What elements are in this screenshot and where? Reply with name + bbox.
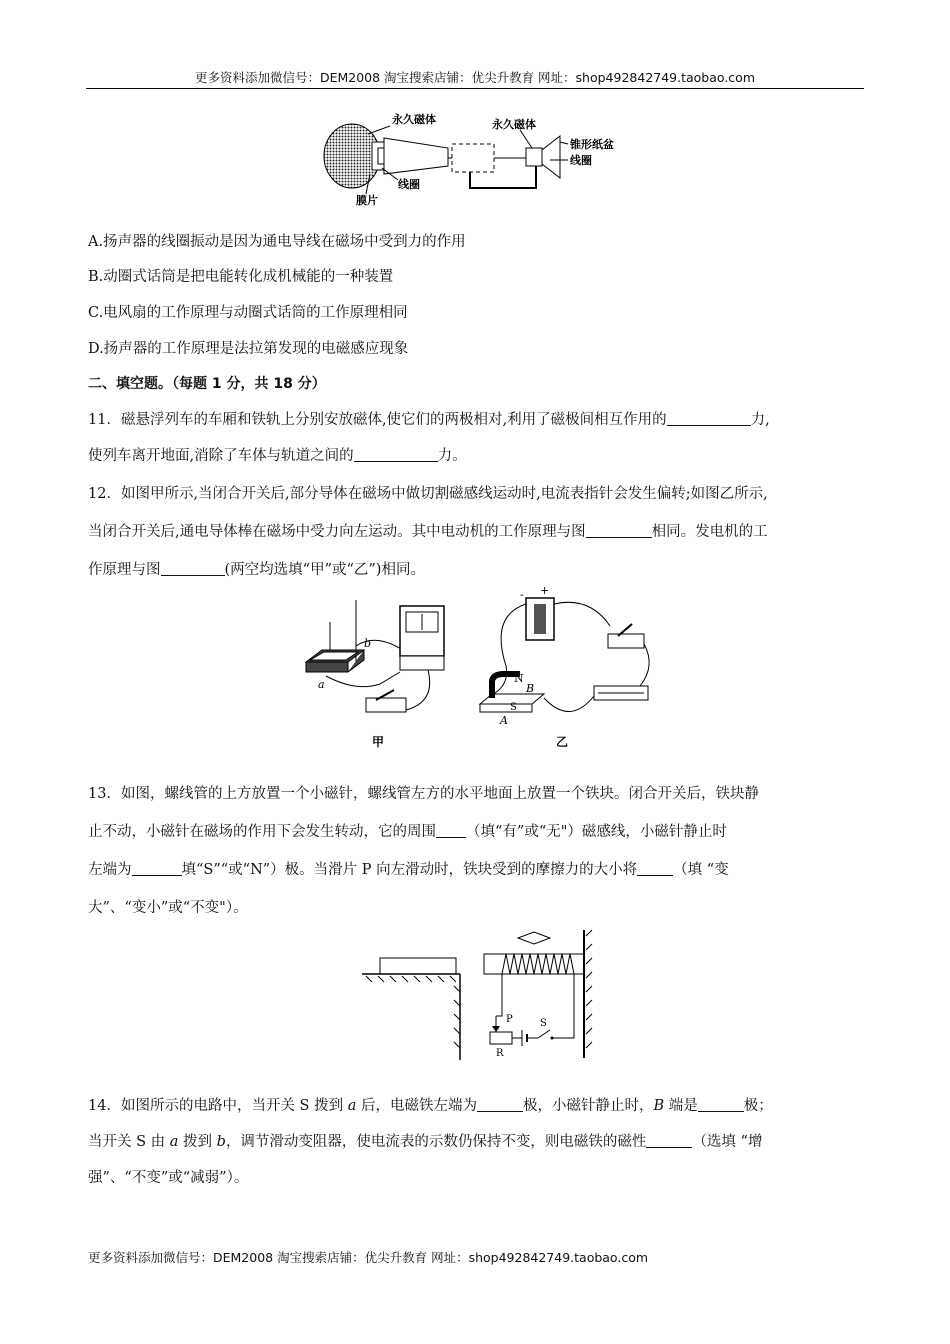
- svg-text:R: R: [496, 1048, 504, 1059]
- q13-blank2[interactable]: [132, 861, 182, 876]
- option-a: A.扬声器的线圈振动是因为通电导线在磁场中受到力的作用: [88, 234, 466, 250]
- diaphragm-label: 膜片: [356, 194, 378, 207]
- figure-q13: [356, 926, 600, 1066]
- q11-blank1[interactable]: [667, 411, 751, 426]
- svg-text:S: S: [510, 702, 517, 713]
- cone-label: 锥形纸盆: [570, 138, 614, 151]
- q13-blank1[interactable]: [436, 823, 466, 838]
- q14-line3: 强”、“不变”或“减弱”）。: [88, 1170, 249, 1186]
- switch-yi: [608, 634, 644, 648]
- speaker-cone: [542, 136, 560, 178]
- q14-line1: 14．如图所示的电路中，当开关 S 拨到 a 后，电磁铁左端为 极，小磁针静止时，B 端是 极；: [88, 1098, 773, 1114]
- q14-blank3[interactable]: [646, 1133, 692, 1148]
- mic-magnet-label: 永久磁体: [392, 113, 436, 126]
- q12-blank2[interactable]: [161, 561, 225, 576]
- q11-line2: 使列车离开地面,消除了车体与轨道之间的 力。: [88, 448, 467, 464]
- mic-coil-label: 线圈: [398, 178, 420, 191]
- header-rule: [86, 88, 864, 89]
- rheostat-r: [490, 1032, 512, 1044]
- page-header: 更多资料添加微信号：DEM2008 淘宝搜索店铺：优尖升教育 网址：shop492842749.taobao.com: [194, 70, 756, 85]
- q12-line1: 12．如图甲所示,当闭合开关后,部分导体在磁场中做切割磁感线运动时,电流表指针会发生偏转;如图乙所示,: [88, 486, 768, 502]
- section-title: 二、填空题。（每题 1 分，共 18 分）: [88, 376, 326, 392]
- option-c: C.电风扇的工作原理与动圈式话筒的工作原理相同: [88, 305, 408, 321]
- svg-text:-: -: [520, 588, 524, 601]
- option-d: D.扬声器的工作原理是法拉第发现的电磁感应现象: [88, 341, 409, 357]
- q13-line3: 左端为 填“S”“或“N”）极。当滑片 P 向左滑动时，铁块受到的摩擦力的大小将 （填 “变: [88, 862, 729, 878]
- q14-line2: 当开关 S 由 a 拨到 b，调节滑动变阻器，使电流表的示数仍保持不变，则电磁铁的磁性 （选填 “增: [88, 1134, 763, 1150]
- figure-yi: [470, 586, 660, 752]
- compass-needle: [518, 932, 550, 944]
- switch-jia: [366, 698, 406, 712]
- q12-line2: 当闭合开关后,通电导体棒在磁场中受力向左运动。其中电动机的工作原理与图 相同。发电机的工: [88, 524, 768, 540]
- svg-text:S: S: [540, 1018, 547, 1029]
- page-footer: 更多资料添加微信号：DEM2008 淘宝搜索店铺：优尖升教育 网址：shop492842749.taobao.com: [88, 1250, 649, 1265]
- option-b: B.动圈式话筒是把电能转化成机械能的一种装置: [88, 269, 394, 285]
- q14-blank2[interactable]: [698, 1097, 744, 1112]
- speaker-coil-label: 线圈: [570, 154, 592, 167]
- svg-text:b: b: [364, 637, 372, 650]
- svg-text:N: N: [514, 672, 524, 685]
- q13-line1: 13．如图，螺线管的上方放置一个小磁针，螺线管左方的水平地面上放置一个铁块。闭合开关后，铁块静: [88, 786, 759, 802]
- speaker-magnet-label: 永久磁体: [492, 118, 536, 131]
- figure-jia: [296, 592, 468, 752]
- q14-blank1[interactable]: [477, 1097, 523, 1112]
- q11-line1: 11．磁悬浮列车的车厢和铁轨上分别安放磁体,使它们的两极相对,利用了磁极间相互作用的 力,: [88, 412, 770, 428]
- amplifier-box: [452, 144, 494, 172]
- q13-blank3[interactable]: [637, 861, 673, 876]
- svg-text:B: B: [526, 682, 535, 695]
- svg-text:乙: 乙: [556, 735, 569, 749]
- svg-text:甲: 甲: [372, 735, 385, 749]
- q13-line2: 止不动，小磁针在磁场的作用下会发生转动，它的周围 （填“有”或“无"）磁感线，小磁针静止时: [88, 824, 727, 840]
- q12-line3: 作原理与图 (两空均选填“甲”或“乙”)相同。: [88, 562, 425, 578]
- svg-text:A: A: [500, 714, 508, 727]
- speaker-magnet: [526, 148, 542, 166]
- q13-line4: 大”、“变小”或“不变"）。: [88, 900, 248, 916]
- q11-blank2[interactable]: [354, 447, 438, 462]
- mic-speaker-figure: [320, 108, 640, 208]
- iron-block: [380, 958, 456, 974]
- svg-text:a: a: [318, 678, 325, 691]
- svg-text:+: +: [540, 586, 550, 597]
- svg-text:P: P: [506, 1014, 513, 1025]
- q12-blank1[interactable]: [586, 523, 652, 538]
